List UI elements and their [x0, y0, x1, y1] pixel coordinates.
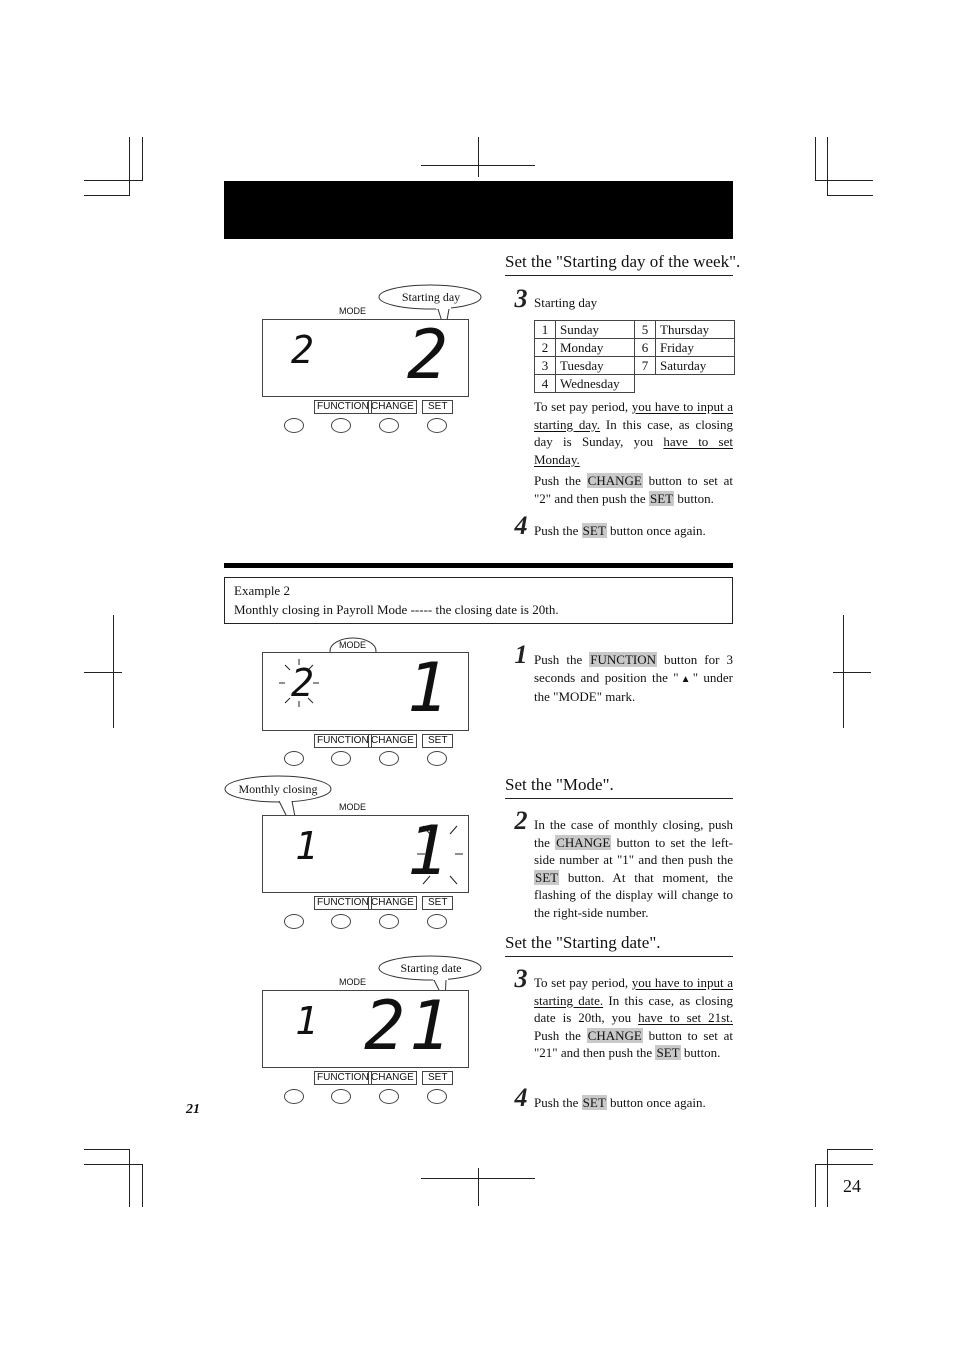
- set-label: SET: [422, 734, 453, 748]
- step-number: 4: [507, 511, 535, 541]
- function-label: FUNCTION: [314, 400, 372, 414]
- table-cell: [635, 375, 735, 393]
- table-row: [535, 321, 735, 339]
- lcd-screen: [262, 649, 469, 731]
- change-button-ref: CHANGE: [587, 473, 642, 488]
- lcd-screen: [262, 987, 469, 1068]
- table-cell: Sunday: [556, 321, 635, 339]
- set-button-ref: SET: [582, 1095, 606, 1110]
- lcd-right-digit: 2: [407, 316, 448, 395]
- paragraph: To set pay period, you have to input a starting date. In this case, as closing date is 20th, you have to set 21st. Push the CHANGE button to set at "21" and then push the SET button.: [534, 975, 734, 1061]
- change-label: CHANGE: [368, 734, 417, 748]
- mode-button[interactable]: [331, 1089, 351, 1104]
- paragraph: Push the SET button once again.: [534, 1095, 706, 1110]
- mode-button[interactable]: [331, 418, 351, 433]
- function-button-ref: FUNCTION: [590, 652, 656, 667]
- function-label: FUNCTION: [314, 734, 372, 748]
- mode-label: MODE: [339, 802, 366, 812]
- step-number: 2: [507, 806, 535, 836]
- table-row: [535, 339, 735, 357]
- page-number-right: 24: [843, 1176, 861, 1196]
- table-row: [535, 357, 735, 375]
- function-button[interactable]: [284, 751, 304, 766]
- step-number: 3: [507, 284, 535, 314]
- mode-label: MODE: [339, 306, 366, 316]
- change-label: CHANGE: [368, 400, 417, 414]
- change-button[interactable]: [379, 418, 399, 433]
- paragraph: Push the CHANGE button to set at "2" and then push the SET button.: [534, 473, 733, 506]
- set-button-ref: SET: [582, 523, 606, 538]
- heading-mode: Set the "Mode".: [505, 775, 733, 799]
- function-label: FUNCTION: [314, 1071, 372, 1085]
- paragraph: Push the FUNCTION button for 3 seconds and position the "▲" under the "MODE" mark.: [534, 652, 734, 705]
- table-cell: Saturday: [656, 357, 735, 375]
- function-button[interactable]: [284, 418, 304, 433]
- lcd-left-digit: 1: [295, 824, 318, 868]
- change-button[interactable]: [379, 1089, 399, 1104]
- table-cell: Monday: [556, 339, 635, 357]
- section-divider: [224, 563, 733, 568]
- lcd-screen: [262, 812, 469, 893]
- table-cell: 1: [535, 321, 556, 339]
- lcd-screen: [262, 316, 469, 397]
- function-label: FUNCTION: [314, 896, 372, 910]
- change-label: CHANGE: [368, 1071, 417, 1085]
- heading-starting-day: Set the "Starting day of the week".: [505, 252, 733, 276]
- change-button-ref: CHANGE: [556, 834, 611, 850]
- example-box: [224, 577, 733, 624]
- set-button-ref: SET: [656, 1045, 680, 1061]
- set-button[interactable]: [427, 751, 447, 766]
- callout-starting-day: Starting day: [401, 290, 461, 304]
- step-number: 3: [507, 964, 535, 994]
- table-cell: 2: [535, 339, 556, 357]
- table-cell: Thursday: [656, 321, 735, 339]
- lcd-left-digit: 2: [291, 328, 314, 372]
- step-label: Starting day: [534, 295, 598, 310]
- paragraph: Push the SET button once again.: [534, 523, 706, 538]
- table-cell: Friday: [656, 339, 735, 357]
- callout-monthly-closing: Monthly closing: [238, 782, 318, 796]
- set-label: SET: [422, 400, 453, 414]
- set-button[interactable]: [427, 914, 447, 929]
- table-cell: 3: [535, 357, 556, 375]
- triangle-up-icon: ▲: [678, 673, 693, 685]
- table-cell: 6: [635, 339, 656, 357]
- table-cell: 5: [635, 321, 656, 339]
- heading-starting-date: Set the "Starting date".: [505, 933, 733, 957]
- callout-starting-date: Starting date: [400, 961, 462, 975]
- mode-button[interactable]: [331, 751, 351, 766]
- lcd-right-digit: 1: [407, 812, 448, 891]
- set-button[interactable]: [427, 418, 447, 433]
- lcd-left-digit: 2: [291, 661, 314, 705]
- table-row: [535, 375, 735, 393]
- set-label: SET: [422, 1071, 453, 1085]
- mode-label: MODE: [339, 640, 366, 650]
- mode-label: MODE: [339, 977, 366, 987]
- change-button[interactable]: [379, 914, 399, 929]
- function-button[interactable]: [284, 914, 304, 929]
- change-label: CHANGE: [368, 896, 417, 910]
- function-button[interactable]: [284, 1089, 304, 1104]
- table-cell: 7: [635, 357, 656, 375]
- set-button-ref: SET: [535, 869, 559, 885]
- step-number: 4: [507, 1083, 535, 1113]
- lcd-right-digit: 21: [364, 987, 454, 1066]
- header-band: [224, 181, 733, 239]
- paragraph: To set pay period, you have to input a starting day. In this case, as closing day is Sunday, you have to set Monday.: [534, 399, 733, 467]
- example-description: Monthly closing in Payroll Mode ----- the closing date is 20th.: [234, 602, 559, 617]
- change-button[interactable]: [379, 751, 399, 766]
- table-cell: Tuesday: [556, 357, 635, 375]
- change-button-ref: CHANGE: [587, 1027, 642, 1043]
- paragraph: In the case of monthly closing, push the CHANGE button to set the left-side number at "1" and then push the SET button. At that moment, the flashing of the display will change to the right-side number.: [534, 817, 733, 920]
- set-button-ref: SET: [649, 490, 674, 506]
- page-number-left: 21: [186, 1102, 200, 1117]
- lcd-right-digit: 1: [407, 649, 448, 728]
- table-cell: Wednesday: [556, 375, 635, 393]
- example-title: Example 2: [234, 583, 290, 598]
- set-label: SET: [422, 896, 453, 910]
- days-table: [534, 320, 735, 393]
- table-cell: 4: [535, 375, 556, 393]
- lcd-left-digit: 1: [295, 999, 318, 1043]
- set-button[interactable]: [427, 1089, 447, 1104]
- step-number: 1: [507, 640, 535, 670]
- mode-button[interactable]: [331, 914, 351, 929]
